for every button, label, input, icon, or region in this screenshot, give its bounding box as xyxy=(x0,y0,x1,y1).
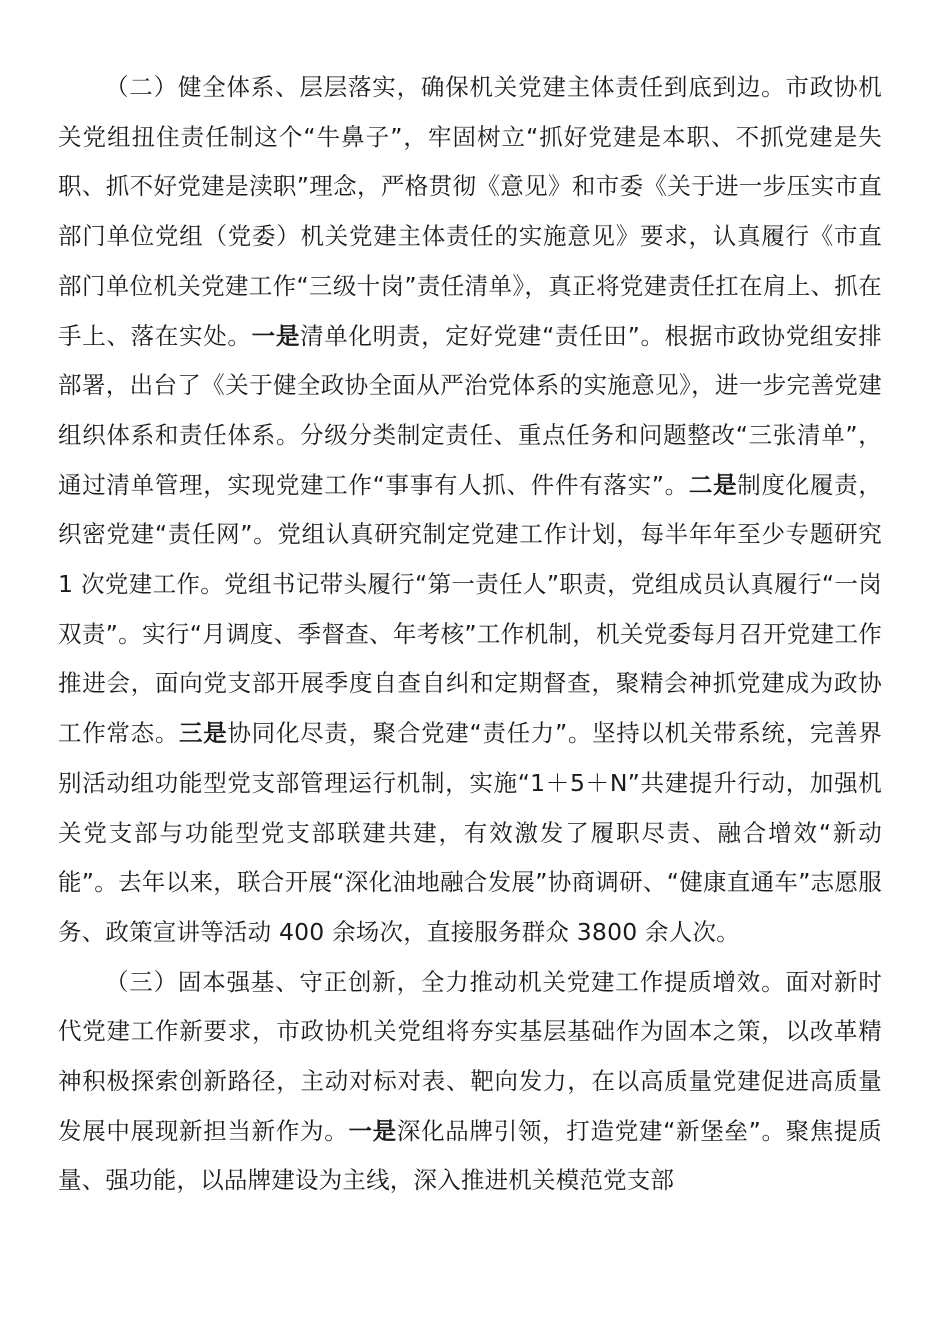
paragraph-section-2 xyxy=(58,63,882,958)
paragraph-section-3 xyxy=(58,958,882,1207)
para1-run-6-bold: 三是 xyxy=(179,719,228,748)
para2-run-2-bold: 一是 xyxy=(348,1116,397,1145)
para1-run-2-bold: 一是 xyxy=(251,321,301,350)
para2-run-1: （三）固本强基、守正创新，全力推动机关党建工作提质增效。面对新时代党建工作新要求，市政协机关党组将夯实基层基础作为固本之策，以改革精神积极探索创新路径，主动对标对表、靶向发力，在以高质量党建促进高质量发展中展现新担当新作为。 xyxy=(58,967,882,1145)
para1-run-5: 制度化履责，织密党建“责任网”。党组认真研究制定党建工作计划，每半年年至少专题研究 1 次党建工作。党组书记带头履行“第一责任人”职责，党组成员认真履行“一岗双责”。实行“月调度、季督查、年考核”工作机制，机关党委每月召开党建工作推进会，面向党支部开展季度自查自纠和定期督查，聚精会神抓党建成为政协工作常态。 xyxy=(58,470,883,748)
para2-run-3: 深化品牌引领，打造党建“新堡垒”。聚焦提质量、强功能，以品牌建设为主线，深入推进机关模范党支部 xyxy=(58,1116,882,1195)
para1-run-1: （二）健全体系、层层落实，确保机关党建主体责任到底到边。市政协机关党组扭住责任制这个“牛鼻子”，牢固树立“抓好党建是本职、不抓党建是失职、抓不好党建是渎职”理念，严格贯彻《意见》和市委《关于进一步压实市直部门单位党组（党委）机关党建主体责任的实施意见》要求，认真履行《市直部门单位机关党建工作“三级十岗”责任清单》，真正将党建责任扛在肩上、抓在手上、落在实处。 xyxy=(58,73,882,350)
para1-run-7: 协同化尽责，聚合党建“责任力”。坚持以机关带系统，完善界别活动组功能型党支部管理运行机制，实施“1＋5＋N”共建提升行动，加强机关党支部与功能型党支部联建共建，有效激发了履职尽责、融合增效“新动能”。去年以来，联合开展“深化油地融合发展”协商调研、“健康直通车”志愿服务、政策宣讲等活动 400 余场次，直接服务群众 3800 余人次。 xyxy=(58,719,883,946)
para1-run-4-bold: 二是 xyxy=(688,470,738,499)
para1-run-3: 清单化明责，定好党建“责任田”。根据市政协党组安排部署，出台了《关于健全政协全面从严治党体系的实施意见》，进一步完善党建组织体系和责任体系。分级分类制定责任、重点任务和问题整改“三张清单”，通过清单管理，实现党建工作“事事有人抓、件件有落实”。 xyxy=(58,321,882,499)
document-body xyxy=(58,63,882,1206)
